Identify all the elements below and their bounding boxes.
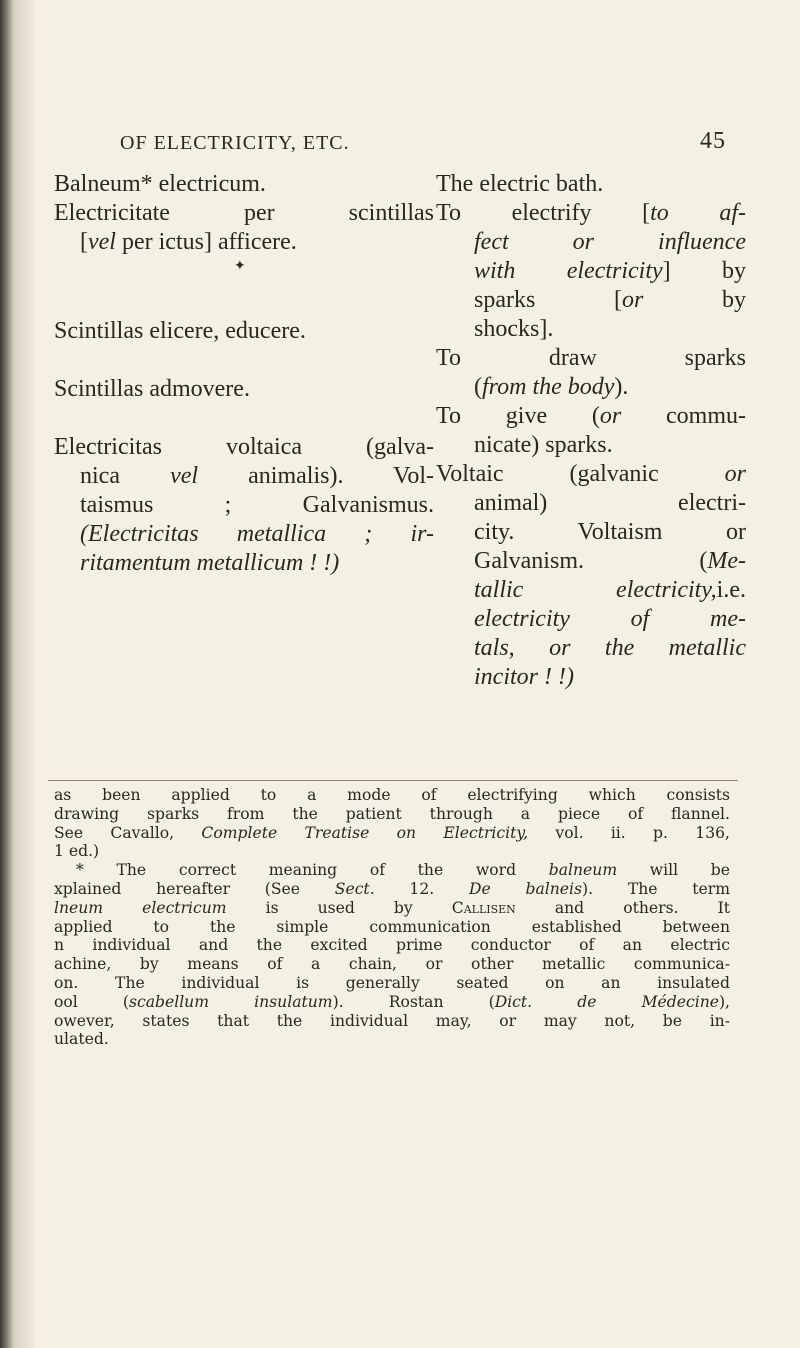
footnote-text: vol. ii. p. 136, [528,823,731,842]
english-line [436,547,746,576]
english-line [436,605,746,634]
english-line [436,576,746,605]
english-italic-text: tals, or the metallic [474,635,746,661]
english-text: by [643,287,746,313]
latin-italic-text: (Electricitas metallica ; ir- [80,521,434,547]
english-line [436,286,746,315]
latin-line: Scintillas elicere, educere. [54,318,306,344]
latin-line: taismus ; Galvanismus. [80,492,434,518]
english-line: animal) electri- [474,490,746,516]
footnote-text: ool ( [54,992,129,1011]
english-text: i.e. [716,577,746,603]
english-italic-text: or [599,403,622,429]
english-text: ). [614,374,629,400]
english-line: The electric bath. [436,171,604,197]
latin-entry-balneum [54,170,434,199]
english-line: To draw sparks [436,345,746,371]
english-italic-text: incitor ! !) [474,664,574,690]
latin-line [54,228,434,257]
footnote-line [54,861,730,880]
footnote-line [54,824,730,843]
footnote-line: drawing sparks from the patient through a piece of flannel. [54,804,730,823]
english-italic-text: tallic electricity, [474,577,717,603]
english-line [436,634,746,663]
running-head [120,128,726,162]
english-text: Galvanism. ( [474,548,708,574]
english-italic-text: Me- [707,548,746,574]
english-text: ] by [662,258,746,284]
footnote-line [54,899,730,918]
english-italic-text: electricity of me- [474,606,746,632]
running-title: OF ELECTRICITY, ETC. [120,132,350,154]
english-line: shocks]. [474,316,554,342]
english-text: ( [474,374,482,400]
english-italic-text: or [724,461,746,487]
footnotes [54,786,730,1049]
english-line [436,199,746,228]
latin-italic-text: ritamentum metallicum ! !) [80,550,340,576]
english-line [436,373,746,402]
footnote-text: xplained hereafter (See [54,879,335,898]
footnote-line: ulated. [54,1030,109,1049]
footnote-line: applied to the simple communication established between [54,917,730,936]
english-italic-text: or [621,287,644,313]
english-entry-give-sparks [436,402,746,460]
footnote-line: on. The individual is generally seated on an insulated [54,973,730,992]
english-entry-draw-sparks [436,344,746,402]
latin-line: Electricitate per scintillas [54,200,434,226]
latin-entry-electrify [54,199,434,257]
english-line [436,402,746,431]
latin-italic-text: vel [88,229,116,255]
latin-line [54,549,434,578]
footnote-italic-text: De balneis [468,879,583,898]
spacer [54,283,434,317]
footnote-line: owever, states that the individual may, or may not, be in- [54,1011,730,1030]
english-line: nicate) sparks. [474,432,613,458]
english-text: Voltaic (galvanic [436,461,725,487]
english-line: city. Voltaism or [474,519,746,545]
english-text: To electrify [ [436,200,651,226]
footnote-text: See Cavallo, [54,823,202,842]
book-binding-shadow [0,0,34,1348]
footnote-smallcaps-text: Callisen [451,898,516,917]
english-entry-voltaic [436,460,746,692]
footnote-italic-text: balneum [548,861,618,880]
english-line [436,257,746,286]
latin-entry-scintillas-elicere [54,317,434,346]
footnote-italic-text: Sect. [334,879,375,898]
latin-text: per ictus] afficere. [115,229,297,255]
latin-line: Electricitas voltaica (galva- [54,434,434,460]
footnote-text: * The correct meaning of the word [76,861,549,880]
latin-italic-text: vel [170,463,199,489]
english-italic-text: to af- [650,200,747,226]
english-italic-text: from the body [482,374,615,400]
footnote-line: achine, by means of a chain, or other metallic communica- [54,955,730,974]
english-line [436,460,746,489]
footnote-italic-text: Complete Treatise on Electricity, [201,823,529,842]
latin-line: Scintillas admovere. [54,376,250,402]
english-text: To give ( [436,403,600,429]
latin-text: nica [80,463,171,489]
english-entry-electrify [436,199,746,344]
latin-line [54,462,434,491]
latin-column [54,170,434,578]
footnote-line: as been applied to a mode of electrifying which consists [54,786,730,804]
page-number: 45 [700,128,726,154]
latin-text: [ [80,229,88,255]
latin-entry-electricitas-voltaica [54,433,434,578]
latin-entry-scintillas-admovere [54,375,434,404]
footnote-text: is used by [226,898,452,917]
english-line [436,228,746,257]
footnote-line [54,993,730,1012]
footnote-italic-text: Dict. de Médecine [494,992,719,1011]
footnote-text: ). The term [582,879,730,898]
footnote-italic-text: scabellum insulatum [128,992,333,1011]
latin-line [54,520,434,549]
english-italic-text: fect or influence [474,229,746,255]
footnote-text: 12. [374,879,469,898]
english-italic-text: with electricity [474,258,663,284]
footnote-text: and others. It [515,898,730,917]
english-line [436,663,746,692]
footnote-line [54,880,730,899]
footnote-text: ), [718,992,731,1011]
english-column [436,170,746,692]
latin-text: animalis). Vol- [198,463,434,489]
ornament-mark: ✦ [234,259,246,274]
spacer [54,404,434,433]
latin-line: Balneum* electricum. [54,171,266,197]
footnote-line: 1 ed.) [54,842,100,861]
footnote-text: will be [617,861,730,880]
footnote-line: n individual and the excited prime conductor of an electric [54,936,730,955]
footnote-rule [48,780,738,781]
footnote-italic-text: lneum electricum [54,898,227,917]
english-entry-bath [436,170,746,199]
footnote-text: ). Rostan ( [332,992,495,1011]
spacer [54,346,434,375]
english-text: commu- [621,403,747,429]
english-text: sparks [ [474,287,622,313]
